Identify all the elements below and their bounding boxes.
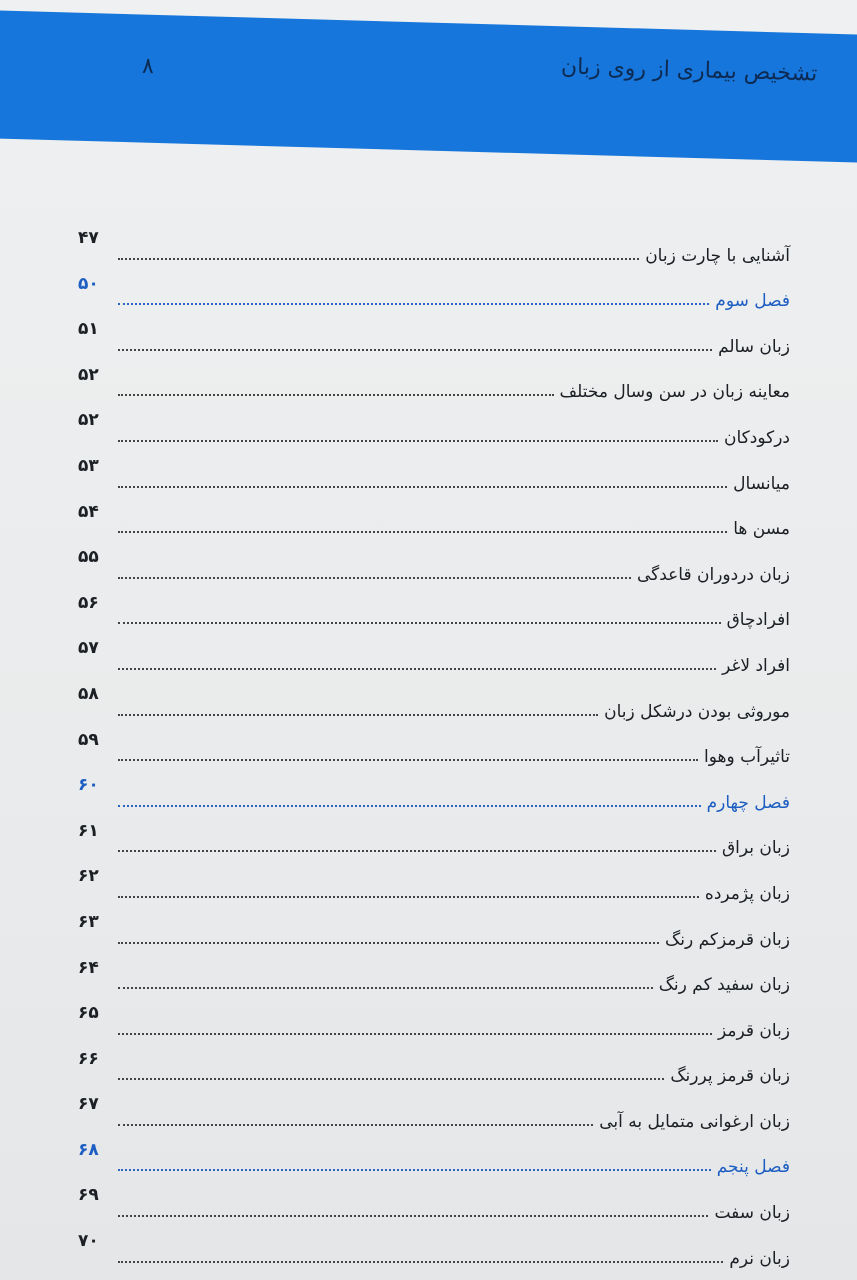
toc-entry xyxy=(78,363,798,409)
running-header-title: تشخیص بیماری از روی زبان xyxy=(560,54,818,87)
toc-entry xyxy=(78,545,798,591)
toc-entry-label: معاینه زبان در سن وسال مختلف xyxy=(559,382,790,403)
toc-entry-label: فصل پنجم xyxy=(716,1157,790,1178)
toc-entry xyxy=(78,636,798,682)
dot-leader xyxy=(118,258,639,260)
toc-entry-page: ۴۷ xyxy=(78,228,99,248)
toc-entry-label: زبان قرمز xyxy=(717,1020,790,1041)
toc-entry xyxy=(78,317,798,363)
toc-entry xyxy=(78,1092,798,1138)
toc-entry-label: زبان نرم xyxy=(729,1248,790,1269)
toc-entry-page: ۶۶ xyxy=(78,1048,99,1069)
dot-leader xyxy=(118,440,718,442)
toc-entry-page: ۶۸ xyxy=(78,1139,99,1160)
toc-entry-label: زبان براق xyxy=(721,838,790,859)
toc-entry-page: ۵۸ xyxy=(78,683,99,704)
dot-leader xyxy=(118,987,653,989)
dot-leader xyxy=(118,1169,711,1171)
toc-entry xyxy=(78,226,798,272)
toc-entry-page: ۶۴ xyxy=(78,957,99,978)
dot-leader xyxy=(118,850,716,852)
toc-entry-page: ۵۱ xyxy=(78,319,99,340)
dot-leader xyxy=(118,622,721,624)
dot-leader xyxy=(118,668,716,670)
dot-leader xyxy=(118,394,554,396)
toc-entry xyxy=(78,910,798,956)
dot-leader xyxy=(118,1261,723,1263)
toc-entry xyxy=(78,1229,798,1275)
toc-entry xyxy=(78,728,798,774)
dot-leader xyxy=(118,1033,712,1035)
toc-entry-page: ۵۷ xyxy=(78,638,99,659)
dot-leader xyxy=(118,1215,708,1217)
toc-entry-page: ۵۰ xyxy=(78,273,99,294)
toc-entry xyxy=(78,1001,798,1047)
toc-entry-page: ۶۰ xyxy=(78,775,99,796)
dot-leader xyxy=(118,1124,593,1126)
toc-entry-page: ۶۳ xyxy=(78,911,99,932)
toc-entry-label: افراد لاغر xyxy=(722,655,790,676)
toc-entry-page: ۵۳ xyxy=(78,455,99,476)
page-number: ۸ xyxy=(141,53,155,80)
toc-entry xyxy=(78,1047,798,1093)
dot-leader xyxy=(118,805,701,807)
toc-entry xyxy=(78,864,798,910)
toc-entry-label: زبان سفید کم رنگ xyxy=(658,975,790,996)
dot-leader xyxy=(118,303,709,305)
dot-leader xyxy=(118,349,712,351)
dot-leader xyxy=(118,531,727,533)
toc-entry-page: ۵۲ xyxy=(78,410,99,431)
toc-entry xyxy=(78,454,798,500)
dot-leader xyxy=(118,896,699,898)
toc-entry xyxy=(78,408,798,454)
toc-chapter-heading xyxy=(78,272,798,318)
dot-leader xyxy=(118,1078,664,1080)
toc-entry-label: زبان ارغوانی متمایل به آبی xyxy=(599,1111,790,1132)
toc-entry-label: آشنایی با چارت زبان xyxy=(645,245,790,266)
header-band xyxy=(0,10,857,163)
dot-leader xyxy=(118,714,598,716)
toc-entry-page: ۵۶ xyxy=(78,592,99,613)
toc-entry-page: ۶۵ xyxy=(78,1003,99,1024)
dot-leader xyxy=(118,942,659,944)
toc-entry-page: ۵۵ xyxy=(78,547,99,568)
table-of-contents xyxy=(78,226,798,1275)
toc-entry-label: تاثیرآب وهوا xyxy=(704,747,790,768)
toc-entry-label: زبان سفت xyxy=(714,1203,790,1224)
toc-entry-label: درکودکان xyxy=(724,427,790,448)
toc-entry-label: زبان قرمز پررنگ xyxy=(670,1066,790,1087)
toc-entry-label: زبان قرمزکم رنگ xyxy=(665,929,790,950)
toc-entry-page: ۶۷ xyxy=(78,1094,99,1115)
toc-entry-label: افرادچاق xyxy=(726,610,790,631)
toc-entry-label: فصل سوم xyxy=(715,291,790,312)
dot-leader xyxy=(118,759,698,761)
toc-entry xyxy=(78,500,798,546)
toc-entry-page: ۷۰ xyxy=(78,1231,99,1252)
toc-entry-page: ۶۱ xyxy=(78,820,99,841)
toc-entry-label: زبان دردوران قاعدگی xyxy=(636,564,790,585)
toc-entry-label: زبان سالم xyxy=(718,336,790,357)
dot-leader xyxy=(118,577,631,579)
toc-entry-page: ۶۹ xyxy=(78,1185,99,1206)
toc-entry xyxy=(78,682,798,728)
toc-entry-label: میانسال xyxy=(733,473,790,494)
toc-entry-label: موروثی بودن درشکل زبان xyxy=(604,701,790,722)
toc-entry xyxy=(78,1183,798,1229)
toc-entry xyxy=(78,956,798,1002)
toc-entry-label: زبان پژمرده xyxy=(704,883,790,904)
toc-entry xyxy=(78,591,798,637)
toc-entry-label: فصل چهارم xyxy=(706,792,790,813)
toc-chapter-heading xyxy=(78,773,798,819)
toc-entry-page: ۵۴ xyxy=(78,501,99,522)
toc-chapter-heading xyxy=(78,1138,798,1184)
toc-entry-page: ۵۲ xyxy=(78,364,99,385)
toc-entry-label: مسن ها xyxy=(733,519,790,540)
toc-entry xyxy=(78,819,798,865)
dot-leader xyxy=(118,486,727,488)
toc-entry-page: ۵۹ xyxy=(78,729,99,750)
toc-entry-page: ۶۲ xyxy=(78,866,99,887)
